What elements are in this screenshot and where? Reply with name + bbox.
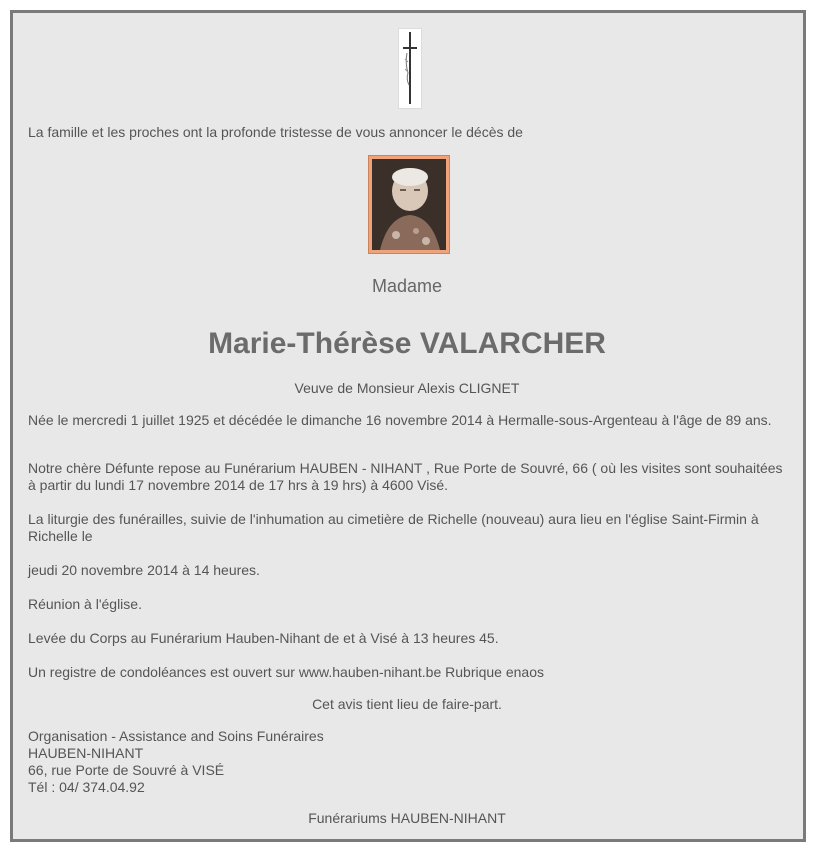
rest-location-text: Notre chère Défunte repose au Funérarium HAUBEN - NIHANT , Rue Porte de Souvré, 66 ( où les visites sont souhaitées à partir du lundi 17 novembre 2014 de 17 hrs à 19 hrs) à 4600 Visé.: [28, 460, 783, 493]
deceased-photo: [369, 156, 449, 253]
meeting-text: Réunion à l'église.: [28, 596, 142, 612]
birth-death-text: Née le mercredi 1 juillet 1925 et décédée le dimanche 16 novembre 2014 à Hermalle-sous-Argenteau à l'âge de 89 ans.: [28, 412, 772, 428]
title-madame: Madame: [371, 276, 443, 296]
footer-text: Funérariums HAUBEN-NIHANT: [308, 810, 506, 826]
org-line-1: Organisation - Assistance and Soins Funéraires: [28, 728, 324, 744]
widow-line: Veuve de Monsieur Alexis CLIGNET: [294, 380, 520, 396]
liturgy-text: La liturgie des funérailles, suivie de l'inhumation au cimetière de Richelle (nouveau) aura lieu en l'église Saint-Firmin à Richelle le: [28, 511, 759, 544]
org-line-3: 66, rue Porte de Souvré à VISÉ: [28, 762, 225, 778]
intro-text: La famille et les proches ont la profonde tristesse de vous annoncer le décès de: [28, 124, 523, 140]
notice-text: Cet avis tient lieu de faire-part.: [312, 696, 502, 712]
deceased-name: Marie-Thérèse VALARCHER: [208, 327, 606, 360]
registry-text: Un registre de condoléances est ouvert sur www.hauben-nihant.be Rubrique enaos: [28, 664, 544, 680]
levee-text: Levée du Corps au Funérarium Hauben-Nihant de et à Visé à 13 heures 45.: [28, 630, 499, 646]
org-line-2: HAUBEN-NIHANT: [28, 745, 144, 761]
ceremony-date: jeudi 20 novembre 2014 à 14 heures.: [28, 562, 260, 578]
org-phone: Tél : 04/ 374.04.92: [28, 779, 145, 795]
cross-icon: [398, 28, 422, 109]
notice-frame: [10, 10, 806, 842]
